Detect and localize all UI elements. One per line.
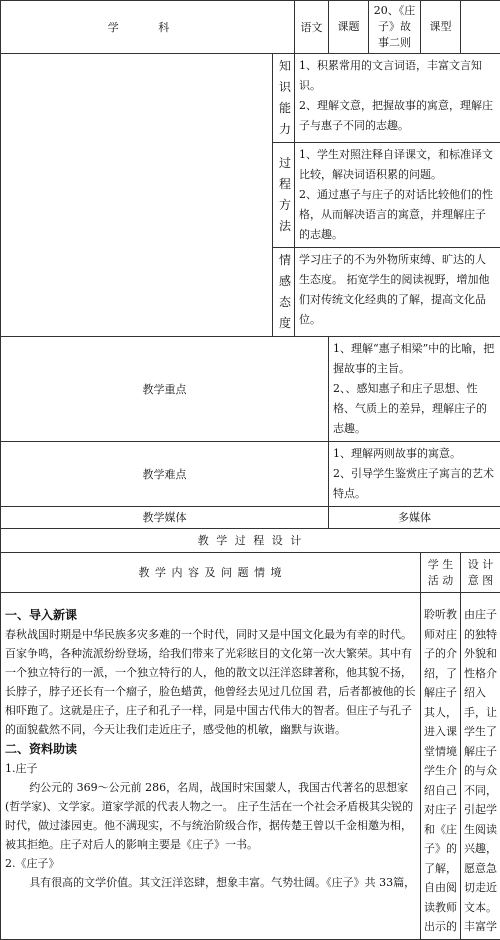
- section-materials-title: 二、资料助读: [5, 739, 416, 759]
- goal-row-knowledge: [1, 54, 500, 143]
- process-body-row: [1, 593, 500, 940]
- media-value: 多媒体: [329, 507, 500, 529]
- goals-blank-cell: [1, 54, 273, 337]
- type-value: [461, 1, 500, 54]
- materials-text-book: 具有很高的文学价值。其文汪洋恣肆，想象丰富。气势壮阔。《庄子》共 33篇，: [5, 873, 416, 892]
- lesson-value: 20、《庄子》故事二则: [369, 1, 421, 54]
- key-points-label: 教学重点: [1, 337, 329, 442]
- process-header-student: 学 生 活 动: [421, 553, 461, 593]
- process-title-row: [1, 529, 500, 553]
- type-label: 课型: [421, 1, 461, 54]
- process-header-row: [1, 553, 500, 593]
- header-row: [1, 1, 500, 54]
- media-label: 教学媒体: [1, 507, 329, 529]
- subject-value: 语文: [295, 1, 329, 54]
- student-activity-cell: 聆听教师对庄子的介绍，了解庄子其人，进入课堂情境学生介绍自己对庄子和《庄子》的了解，自由阅读教师出示的: [421, 593, 461, 940]
- key-points-text: 1、理解“惠子相梁”中的比喻，把握故事的主旨。 2、、感知惠子和庄子思想、性格、气质上的差异，理解庄子的志趣。: [329, 337, 500, 442]
- key-points-row: [1, 337, 500, 442]
- goal-text-process: 1、学生对照注释自译课文，和标准译文比较，解决词语积累的问题。 2、通过惠子与庄子的对话比较他们的性格，从而解决语言的寓意，并理解庄子的志趣。: [295, 143, 500, 248]
- section-intro-text: 春秋战国时期是中华民族多灾多难的一个时代，同时又是中国文化最为有幸的时代。百家争鸣，各种流派纷纷登场，给我们带来了光彩眩目的文化第一次大繁荣。其中有一个独立特行的一派，一个独立特行的人，他的散文以汪洋恣肆著称，他其貌不扬，长脖子，脖子还长有一个瘤子，脸色蜡黄，他曾经去见过几位国 君，后者都被他的长相吓跑了。这就是庄子，庄子和孔子一样，同是中国古代伟大的智者。但庄子与孔子的面貌截然不同，今天让我们走近庄子，感受他的机敏，幽默与诙谐。: [5, 625, 416, 739]
- subject-label: 学 科: [1, 1, 295, 54]
- media-row: [1, 507, 500, 529]
- materials-text-zhuangzi: 约公元的 369～公元前 286，名周，战国时宋国蒙人，我国古代著名的思想家(哲学家)、文学家。道家学派的代表人物之一。 庄子生活在一个社会矛盾极其尖锐的时代，做过漆园吏。他不满现实，不与统治阶级合作，据传楚王曾以千金相邀为相，被其拒绝。庄子对后人的影响主要是《庄子》一书。: [5, 778, 416, 854]
- design-intent-cell: 由庄子的独特外貌和性格介绍入手，让学生了解庄子的与众不同，引起学生阅读兴趣，愿意急切走近文本。丰富学: [461, 593, 500, 940]
- process-content-cell: [1, 593, 421, 940]
- difficulties-text: 1、理解两则故事的寓意。 2、引导学生鉴赏庄子寓言的艺术特点。: [329, 442, 500, 507]
- difficulties-row: [1, 442, 500, 507]
- process-header-intent: 设 计 意 图: [461, 553, 500, 593]
- goal-label-process: 过程方法: [273, 143, 295, 248]
- lesson-label: 课题: [329, 1, 369, 54]
- process-header-content: 教 学 内 容 及 问 题 情 境: [1, 553, 421, 593]
- goal-text-emotion: 学习庄子的不为外物所束缚、旷达的人生态度。 拓宽学生的阅读视野，增加他们对传统文化经典的了解，提高文化品位。: [295, 248, 500, 337]
- goal-text-knowledge: 1、积累常用的文言词语，丰富文言知识。 2、理解文意，把握故事的寓意，理解庄子与惠子不同的志趣。: [295, 54, 500, 143]
- section-intro-title: 一、导入新课: [5, 605, 416, 625]
- materials-sub-book: 2.《庄子》: [5, 854, 416, 873]
- goal-label-knowledge: 知识能力: [273, 54, 295, 143]
- goal-label-emotion: 情感态度: [273, 248, 295, 337]
- process-title: 教 学 过 程 设 计: [1, 529, 500, 553]
- difficulties-label: 教学难点: [1, 442, 329, 507]
- materials-sub-zhuangzi: 1.庄子: [5, 759, 416, 778]
